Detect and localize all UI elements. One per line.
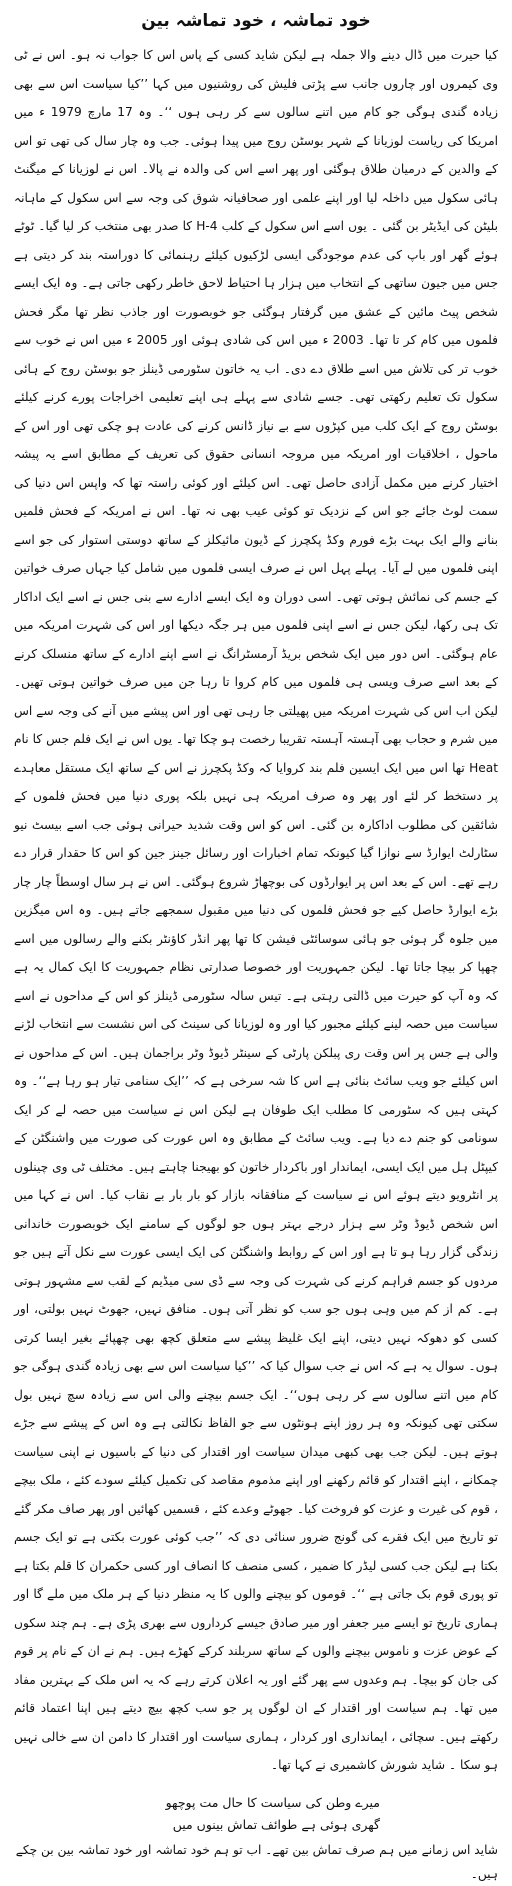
article-title: خود تماشہ ، خود تماشہ بین: [141, 11, 371, 31]
poem-line-2: گھری ہوئی ہے طوائف تماش بینوں میں: [172, 1816, 380, 1832]
article-paragraph: کیا حیرت میں ڈال دینے والا جملہ ہے لیکن شاید کسی کے پاس اس کا جواب نہ ہو۔ اس نے ٹی وی کیمروں اور چاروں جانب سے پڑتی فلیش کی روشنیوں میں کہا ’’کیا سیاست اس سے بھی زیادہ گندی ہوگی جو کام میں اتنے سالوں سے کر رہی ہوں ‘‘۔ وہ 17 مارچ 1979 ء میں امریکا کی ریاست لوزیانا کے شہر بوسٹن روج میں پیدا ہوئی۔ جب وہ چار سال کی تھی تو اس کے والدین کے درمیان طلاق ہوگئی اور پھر اسے اس کی والدہ نے پالا۔ اس نے لوزیانا کے میگنٹ ہائی سکول میں داخلہ لیا اور اپنے علمی اور صحافیانہ شوق کی وجہ سے اس سکول کے ماہانہ بلیٹن کی ایڈیٹر بن گئی ۔ یوں اسے اس سکول کے کلب 4-H کا صدر بھی منتخب کر لیا گیا۔ ٹوٹے ہوئے گھر اور باپ کی عدم موجودگی ایسی لڑکیوں کیلئے رہنمائی کا دوراستہ بند کر دیتی ہے جس میں جیون ساتھی کے انتخاب میں ہزار ہا احتیاط لاحق خاطر رکھی جاتی ہے۔ وہ ایک ایسے شخص پیٹ مائین کے عشق میں گرفتار ہوگئی جو خوبصورت اور جاذب نظر تھا مگر فحش فلموں میں کام کر تا تھا۔ 2003 ء میں اس کی شادی ہوئی اور 2005 ء میں اس نے خوب سے خوب تر کی تلاش میں اسے طلاق دے دی۔ اب یہ خاتون سٹورمی ڈینلز جو بوسٹن روج کے ہائی سکول تک تعلیم رکھتی تھی۔ جسے شادی سے پہلے ہی اپنے تعلیمی اخراجات پورے کرنے کیلئے بوسٹن روج کے ایک کلب میں کپڑوں سے بے نیاز ڈانس کرنے کی عادت ہو چکی تھی اور اس کے ماحول ، اخلاقیات اور امریکہ میں مروجہ انسانی حقوق کی تعریف کے مطابق اسے یہ پیشہ اختیار کرنے میں مکمل آزادی حاصل تھی۔ اس کیلئے اور کوئی راستہ تھا کہ واپس اس دنیا کی سمت لوٹ جائے جو اس کے نزدیک تو کوئی عیب بھی نہ تھا۔ اس نے امریکہ کے فحش فلمیں بنانے والے ایک بہت بڑے فورم وکڈ پکچرز کے ڈیون مائیکلز کے ساتھ دوستی استوار کی جو اسے اپنی فلموں میں لے آیا۔ پہلے پہل اس نے صرف ایسی فلموں میں شامل کیا جہاں صرف خواتین کے جسم کی نمائش ہوتی تھی۔ اسی دوران وہ ایک ایسے ادارے سے بنی جس نے اسے ایک اداکار تک ہی رکھا، لیکن جس نے اسے اپنی فلموں میں ہر جگہ دیکھا اور اس کی شہرت امریکہ میں عام ہوگئی۔ اس دور میں ایک شخص بریڈ آرمسٹرانگ نے اسے اپنے ادارے کے ساتھ منسلک کرنے کے بعد اسے صرف ویسی ہی فلموں میں کام کروا تا رہا جن میں صرف خواتین ہوتی تھیں۔ لیکن اب اس کی شہرت امریکہ میں پھیلتی جا رہی تھی اور اس پیشے میں آنے کی وجہ سے اس میں شرم و حجاب بھی آہستہ آہستہ تقریبا رخصت ہو چکا تھا۔ یوں اس نے ایک فلم جس کا نام Heat تھا اس میں ایک ایسین فلم بند کروایا کہ وکڈ پکچرز نے اس کے ساتھ ایک مستقل معاہدے پر دستخط کر لئے اور پھر وہ صرف امریکہ ہی نہیں بلکہ پوری دنیا میں فحش فلموں کے شائقین کی مطلوب اداکارہ بن گئی۔ اس کو اس وقت شدید حیرانی ہوئی جب اسے بیسٹ نیو سٹارلٹ ایوارڈ سے نوازا گیا کیونکہ تمام اخبارات اور رسائل جینز جین کو اس کا حقدار قرار دے رہے تھے۔ اس کے بعد اس پر ایوارڈوں کی بوچھاڑ شروع ہوگئی۔ اس نے ہر سال اوسطاً چار چار بڑے ایوارڈ حاصل کیے جو فحش فلموں کی دنیا میں مقبول سمجھے جاتے ہیں۔ وہ اس میگزین میں جلوہ گر ہوئی جو ہائی سوسائٹی فیشن کا تھا پھر انڈر کاؤنٹر بکنے والے رسالوں میں اسے چھپا کر بیچا جاتا تھا۔ لیکن جمہوریت اور خصوصا صدارتی نظام جمہوریت کا ایک کمال یہ ہے کہ وہ آپ کو حیرت میں ڈالتی رہتی ہے۔ تیس سالہ سٹورمی ڈینلز کو اس کے مداحوں نے اسے سیاست میں حصہ لینے کیلئے مجبور کیا اور وہ لوزیانا کی سینٹ کی اس نشست سے انتخاب لڑنے والی ہے جس پر اس وقت ری پبلکن پارٹی کے سینٹر ڈیوڈ وٹر براجمان ہیں۔ اس کے مداحوں نے اس کیلئے جو ویب سائٹ بنائی ہے اس کا شہ سرخی ہے کہ ’’ایک سنامی تیار ہو رہا ہے‘‘۔ وہ کہتی ہیں کہ سٹورمی کا مطلب ایک طوفان ہے لیکن اس نے سیاست میں حصہ لے کر ایک سونامی کو جنم دے دیا ہے۔ ویب سائٹ کے مطابق وہ اس عورت کی صورت میں واشنگٹن کے کیپٹل ہل میں ایک ایسی، ایماندار اور باکردار خاتون کو بھیجنا چاہتے ہیں۔ مختلف ٹی وی چینلوں پر انٹرویو دیتے ہوئے اس نے سیاست کے منافقانہ بازار کو بار بار بے نقاب کیا۔ اس نے کہا میں اس شخص ڈیوڈ وٹر سے ہزار درجے بہتر ہوں جو لوگوں کے سامنے ایک خوبصورت خاندانی زندگی گزار رہا ہو تا ہے اور اس کے روابط واشنگٹن کی ایک ایسی عورت سے نکل آتے ہیں جو مردوں کو جسم فراہم کرنے کی شہرت کی وجہ سے ڈی سی میڈیم کے لقب سے مشہور ہوتی ہے۔ کم از کم میں وہی ہوں جو سب کو نظر آتی ہوں۔ منافق نہیں، جھوٹ نہیں بولتی، اور کسی کو دھوکہ نہیں دیتی، اپنے ایک غلیظ پیشے سے متعلق کچھ بھی چھپائے بغیر ایسا کرتی ہوں۔ سوال یہ ہے کہ اس نے جب سوال کیا کہ ’’کیا سیاست اس سے بھی زیادہ گندی ہوگی جو کام میں اتنے سالوں سے کر رہی ہوں‘‘۔ ایک جسم بیچنے والی اس سے زیادہ سچ نہیں بول سکتی تھی کیونکہ وہ ہر روز اپنے ہونٹوں سے جو الفاظ نکالتی ہے وہ اس کے پیشے سے جڑے ہوتے ہیں۔ لیکن جب بھی کبھی میدان سیاست اور اقتدار کی دنیا کے باسیوں نے اپنی سیاست چمکانے ، اپنے اقتدار کو قائم رکھنے اور اپنے مذموم مقاصد کی تکمیل کیلئے سودے کئے ، ملک بیچے ، قوم کی غیرت و عزت کو فروخت کیا۔ جھوٹے وعدے کئے ، قسمیں کھائیں اور پھر صاف مکر گئے تو تاریخ میں ایک فقرے کی گونج ضرور سنائی دی کہ ’’جب کوئی عورت بکتی ہے تو ایک جسم بکتا ہے لیکن جب کسی لیڈر کا ضمیر ، کسی منصف کا انصاف اور کسی حکمران کا قلم بکتا ہے تو پوری قوم بک جاتی ہے ‘‘۔ قوموں کو بیچنے والوں کا یہ منظر دنیا کے ہر ملک میں ملے گا اور ہماری تاریخ تو ایسے میر جعفر اور میر صادق جیسے کرداروں سے بھری پڑی ہے۔ ہم چند سکوں کے عوض عزت و ناموس بیچنے والوں کے ساتھ سربلند کرکے کھڑے ہیں۔ ہم نے ان کے نام پر قوم کی جان کو بیچا۔ ہم وعدوں سے پھر گئے اور یہ اعلان کرتے رہے کہ یہ اس ملک کے بہترین مفاد میں تھا۔ ہم سیاست اور اقتدار کے ان لوگوں پر جو سب کچھ بیچ دیتے ہیں اپنا اعتماد قائم رکھتے ہیں۔ سچائی ، ایمانداری اور کردار ، ہماری سیاست اور اقتدار کا دامن ان سے خالی نہیں ہو سکا ۔ شاید شورش کاشمیری نے کہا تھا۔: [14, 48, 498, 1772]
poem-line-1: میرے وطن کی سیاست کا حال مت پوچھو: [165, 1794, 380, 1810]
article-body: [14, 41, 498, 1780]
poem-couplet: [14, 1792, 498, 1836]
closing-line: شاید اس زمانے میں ہم صرف تماش بین تھے۔ اب تو ہم خود تماشہ اور خود تماشہ بین بن چکے ہیں۔: [15, 1842, 498, 1881]
